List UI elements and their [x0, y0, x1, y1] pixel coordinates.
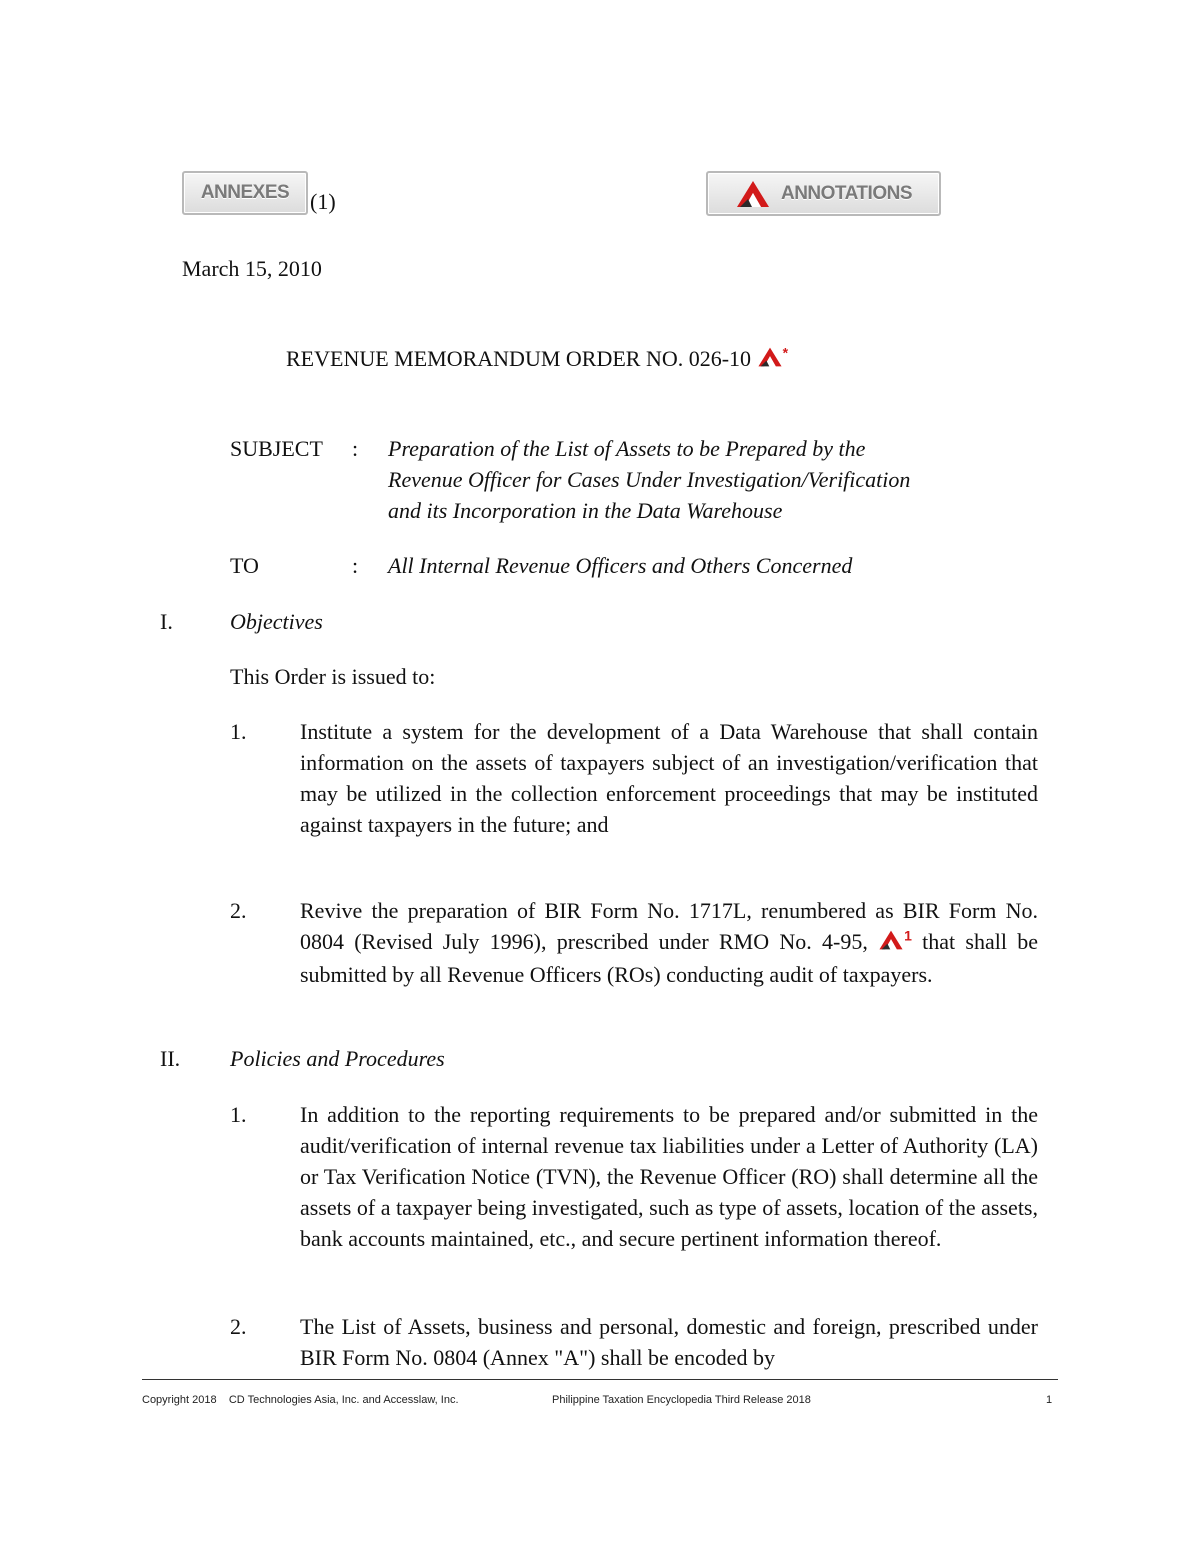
title-note-marker[interactable]: *	[782, 344, 789, 361]
to-colon: :	[352, 553, 359, 578]
annotation-note-icon[interactable]	[757, 345, 783, 376]
section-numeral: I.	[160, 609, 173, 634]
annotation-note-icon[interactable]	[878, 928, 904, 959]
annotations-label: ANNOTATIONS	[780, 182, 912, 204]
list-number: 1.	[230, 719, 247, 744]
footer-copyright: Copyright 2018 CD Technologies Asia, Inc. and Accesslaw, Inc.	[142, 1394, 459, 1406]
list-number: 2.	[230, 898, 247, 923]
section-intro: This Order is issued to:	[230, 664, 436, 689]
footer-publication: Philippine Taxation Encyclopedia Third Release 2018	[552, 1394, 811, 1406]
list-item-text-part: that shall be submitted by all Revenue Officers (ROs) conducting audit of taxpayers.	[300, 929, 1038, 987]
annexes-label: ANNEXES	[200, 182, 290, 203]
list-number: 2.	[230, 1314, 247, 1339]
list-item-text	[300, 895, 1038, 990]
subject-line: and its Incorporation in the Data Warehouse	[388, 498, 783, 523]
footnote-marker[interactable]: 1	[904, 927, 912, 944]
list-item-text-part: Revive the preparation of BIR Form No. 1717L, renumbered as BIR Form No. 0804 (Revised July 1996), prescribed under RMO No. 4-95,	[300, 898, 1038, 954]
document-title-row	[286, 343, 788, 376]
page-number: 1	[1046, 1394, 1053, 1406]
document-title: REVENUE MEMORANDUM ORDER NO. 026-10	[286, 346, 752, 371]
section-heading: Objectives	[230, 609, 323, 634]
list-number: 1.	[230, 1102, 247, 1127]
footer-divider	[142, 1379, 1058, 1380]
list-item-text: The List of Assets, business and personal, domestic and foreign, prescribed under BIR Form No. 0804 (Annex "A") shall be encoded by	[300, 1314, 1038, 1370]
subject-line: Revenue Officer for Cases Under Investigation/Verification	[388, 467, 911, 492]
annotations-button[interactable]	[706, 171, 941, 216]
subject-line: Preparation of the List of Assets to be Prepared by the	[388, 436, 866, 461]
document-date: March 15, 2010	[182, 256, 322, 281]
annexes-count: (1)	[310, 189, 336, 214]
section-heading: Policies and Procedures	[230, 1046, 445, 1071]
to-text: All Internal Revenue Officers and Others Concerned	[388, 553, 853, 578]
list-item-text: Institute a system for the development of a Data Warehouse that shall contain information on the assets of taxpayers subject of an investigation/verification that may be utilized in the collection enforcement proceedings that may be instituted against taxpayers in the future; and	[300, 719, 1038, 837]
section-numeral: II.	[160, 1046, 181, 1071]
annexes-button[interactable]	[182, 171, 308, 215]
list-item-text: In addition to the reporting requirements to be prepared and/or submitted in the audit/verification of internal revenue tax liabilities under a Letter of Authority (LA) or Tax Verification Notice (TVN), the Revenue Officer (RO) shall determine all the assets of a taxpayer being investigated, such as type of assets, location of the assets, bank accounts maintained, etc., and secure pertinent information thereof.	[300, 1102, 1038, 1251]
subject-text	[388, 433, 1008, 526]
to-label: TO	[230, 553, 259, 578]
subject-label: SUBJECT	[230, 436, 323, 461]
subject-colon: :	[352, 436, 359, 461]
annotation-logo-icon	[735, 179, 771, 209]
